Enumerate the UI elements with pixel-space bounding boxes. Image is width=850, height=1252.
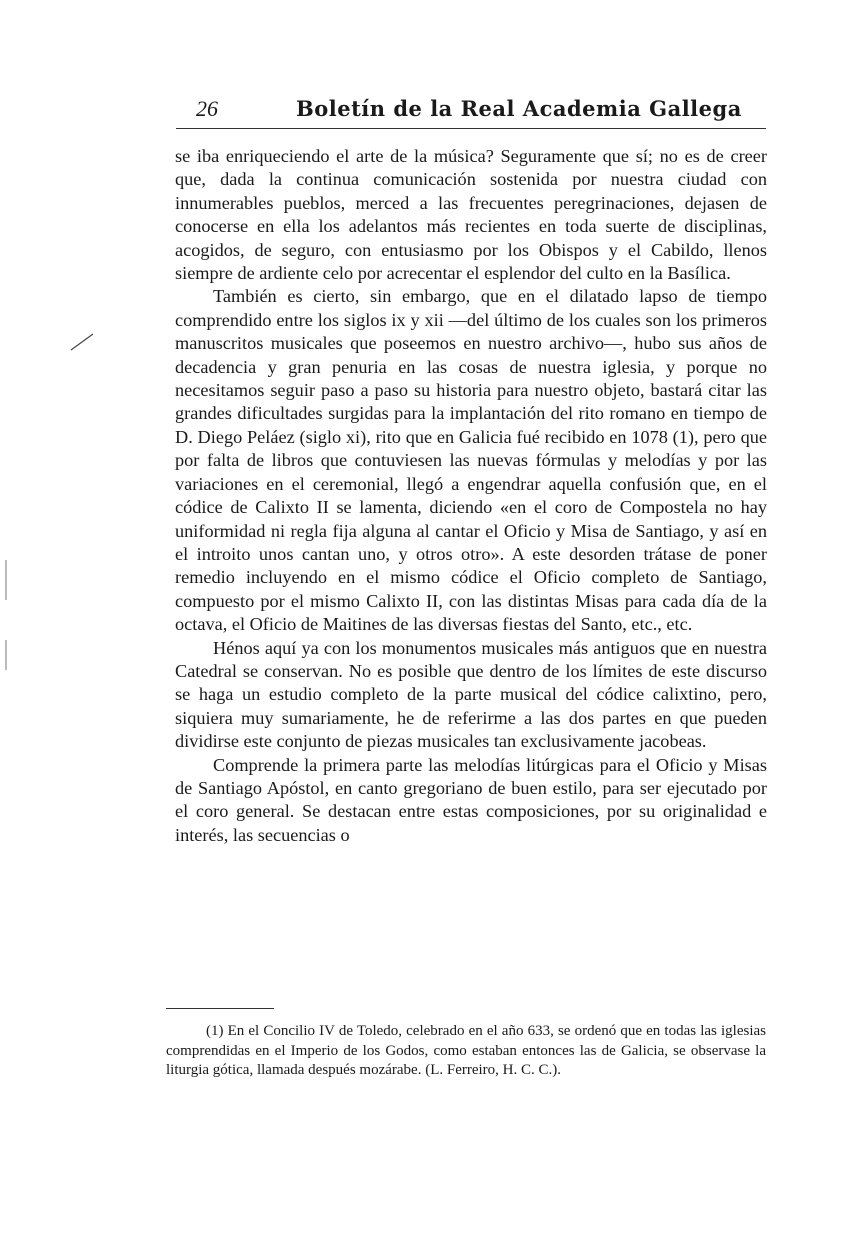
paragraph: se iba enriqueciendo el arte de la música? Seguramente que sí; no es de creer que, dada la continua comunicación sostenida por nuestra ciudad con innumerables pueblos, merced a las frecuentes peregrinaciones, dejasen de conocerse en ella los adelantos más recientes en toda suerte de disciplinas, acogidos, de seguro, con entusiasmo por los Obispos y el Cabildo, llenos siempre de ardiente celo por acrecentar el esplendor del culto en la Basílica. [175,146,767,284]
margin-pencil-mark [70,333,94,351]
footnotes [166,1022,766,1081]
scan-edge-mark [5,640,7,670]
paragraph: Hénos aquí ya con los monumentos musicales más antiguos que en nuestra Catedral se conservan. No es posible que dentro de los límites de este discurso se haga un estudio completo de la parte musical del códice calixtino, pero, siquiera muy sumariamente, he de referirme a las dos partes en que pueden dividirse este conjunto de piezas musicales tan exclusivamente jacobeas. [175,637,767,752]
running-title: Boletín de la Real Academia Gallega [296,96,742,121]
scan-edge-mark [5,560,7,600]
footnote-1: (1) En el Concilio IV de Toledo, celebrado en el año 633, se ordenó que en todas las iglesias comprendidas en el Imperio de los Godos, como estaban entonces las de Galicia, se observase la liturgia gótica, llamada después mozárabe. (L. Ferreiro, H. C. C.). [166,1023,766,1078]
paragraph: Comprende la primera parte las melodías litúrgicas para el Oficio y Misas de Santiago Apóstol, en canto gregoriano de buen estilo, para ser ejecutado por el coro general. Se destacan entre estas composiciones, por su originalidad e interés, las secuencias o [175,754,767,845]
header-rule [176,128,766,129]
page-header [176,96,766,132]
paragraph: También es cierto, sin embargo, que en el dilatado lapso de tiempo comprendido entre los siglos ix y xii —del último de los cuales son los primeros manuscritos musicales que poseemos en nuestro archivo—, hubo sus años de decadencia y gran penuria en las cosas de nuestra iglesia, y porque no necesitamos seguir paso a paso su historia para nuestro objeto, bastará citar las grandes dificultades surgidas para la implantación del rito romano en tiempo de D. Diego Peláez (siglo xi), rito que en Galicia fué recibido en 1078 (1), pero que por falta de libros que contuviesen las nuevas fórmulas y melodías y por las variaciones en el ceremonial, llegó a engendrar aquella confusión que, en el códice de Calixto II se lamenta, diciendo «en el coro de Compostela no hay uniformidad ni regla fija alguna al cantar el Oficio y Misa de Santiago, y así en el introito unos cantan uno, y otros otro». A este desorden trátase de poner remedio incluyendo en el mismo códice el Oficio completo de Santiago, compuesto por el mismo Calixto II, con las distintas Misas para cada día de la octava, el Oficio de Maitines de las diversas fiestas del Santo, etc., etc. [175,286,767,635]
page-number: 26 [196,96,218,121]
body-text [175,145,767,847]
footnote-rule [166,1008,274,1009]
